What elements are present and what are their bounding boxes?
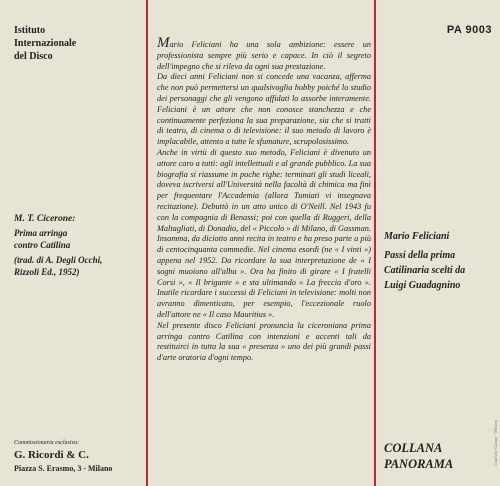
- track-line-3: Luigi Guadagnino: [384, 280, 461, 291]
- catalog-number: PA 9003: [446, 24, 492, 36]
- institute-name: [14, 24, 76, 63]
- paragraph-1: [157, 35, 371, 72]
- liner-notes-panel: [146, 0, 376, 486]
- liner-notes: [157, 35, 371, 364]
- work-info: [14, 214, 142, 278]
- paragraph-1-text: ario Feliciani ha una sola ambizione: essere un professionista sempre più serio e capace. In ciò il segreto dell'impegno che si rileva da ogni sua prestazione.: [157, 40, 371, 71]
- institute-line-3: del Disco: [14, 51, 53, 62]
- distributor-label: Commissionaria esclusiva:: [14, 440, 80, 446]
- drop-cap: M: [157, 35, 170, 51]
- series-line-1: COLLANA: [384, 441, 443, 455]
- credit-line-1: (trad. di A. Degli Occhi,: [14, 255, 103, 265]
- printer-credit: Grafiche Gaiani - Milano: [493, 420, 498, 466]
- work-author: M. T. Cicerone:: [14, 214, 76, 224]
- credit-line-2: Rizzoli Ed., 1952): [14, 267, 80, 277]
- paragraph-3: Anche in virtù di questo suo metodo, Feliciani è divenuto un attore caro a tutti: agli intellettuali e al grande pubblico. La sua biografia si riassume in poche righe: terminati gli studi liceali, doveva iscriversi all'Università nella facoltà di chimica ma finì per frequentare l'Accademia (allora Tumiati vi insegnava recitazione). Debuttò in un atto unico di O'Neill. Nel 1943 fu con la compagnia di Benassi; poi con quella di Ruggeri, della Maltagliati, di Donadio, del « Piccolo » di Milano, di Gassman. Insomma, da diciotto anni recita in teatro e ha preso parte a più di centocinquanta commedie. Nel cinema esordì (ne « I vinti ») appena nel 1952. Da ricordare la sua interpretazione de « I sogni muoiono all'alba ». Ora ha finito di girare « I fratelli Corsi », « Il brigante » e sta ultimando « La freccia d'oro ». Inutile ricordare i successi di Feliciani in televisione: molti non avranno dimenticato, per esempio, l'eccezionale ruolo dell'attore ne « Il caso Mauritius ».: [157, 147, 371, 319]
- paragraph-2: Da dieci anni Feliciani non si concede una vacanza, afferma che non può permettersi un qualsivoglia hobby poiché lo studio dei personaggi che gli vengono affidati lo assorbe interamente. Feliciani è un attore che non conosce stanchezza e che continuamente perfeziona la sua preparazione, sia che si tratti di teatro, di cinema o di televisione: il suo metodo di lavoro è implacabile, attento a tutte le sfumature, scrupolosissimo.: [157, 72, 371, 147]
- series-line-2: PANORAMA: [384, 457, 454, 471]
- performer-name: Mario Feliciani: [384, 231, 450, 242]
- publisher-name: G. Ricordi & C.: [14, 449, 89, 461]
- institute-line-1: Istituto: [14, 25, 46, 36]
- track-line-2: Catilinaria scelti da: [384, 265, 466, 276]
- series-name: [384, 440, 453, 472]
- publisher-address: Piazza S. Erasmo, 3 - Milano: [14, 464, 113, 473]
- track-line-1: Passi della prima: [384, 250, 456, 261]
- translation-credit: [14, 254, 142, 278]
- paragraph-4: Nel presente disco Feliciani pronuncia la ciceroniana prima arringa contro Catilina con intenzioni e accenti tali da restituirci in tutta la sua « presenza » uno dei più grandi passi d'arte oratoria d'ogni tempo.: [157, 320, 371, 363]
- work-title-line-2: contro Catilina: [14, 240, 71, 250]
- track-info: [384, 229, 494, 293]
- work-title: [14, 227, 142, 251]
- work-title-line-1: Prima arringa: [14, 228, 68, 238]
- institute-line-2: Internazionale: [14, 38, 77, 49]
